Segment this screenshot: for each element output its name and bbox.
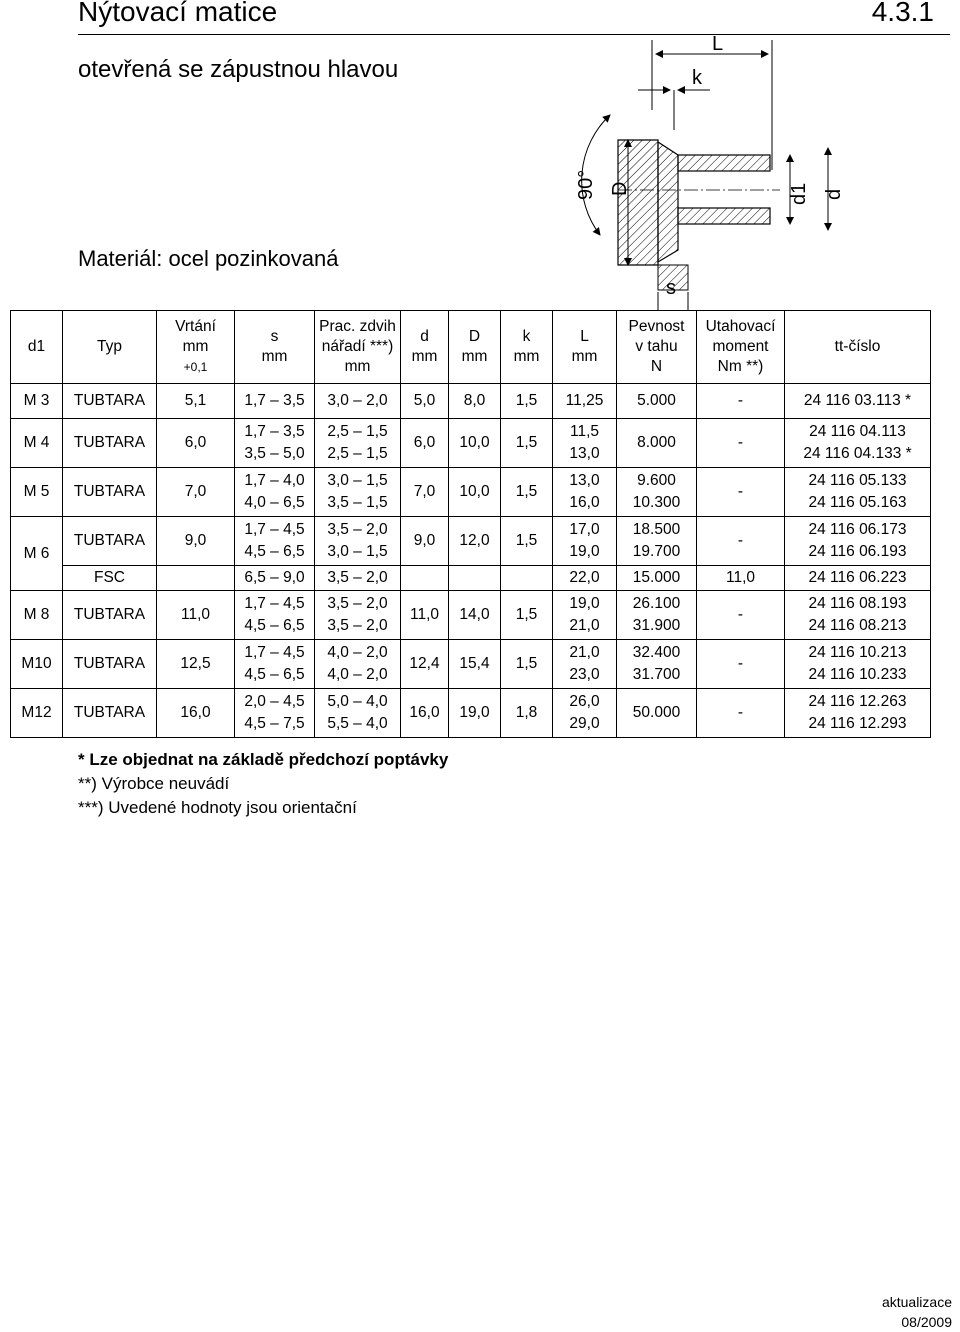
cell-vrtani: 12,5 [157,640,235,689]
cell-k: 1,5 [501,591,553,640]
cell-zdvih: 2,5 – 1,5 2,5 – 1,5 [315,419,401,468]
table-row-m8 [11,591,931,640]
angle-label: 90° [575,169,597,200]
update-date: 08/2009 [901,1314,952,1330]
cell-k: 1,8 [501,689,553,738]
cell-d1: M 6 [11,517,63,591]
cell-pevnost: 18.500 19.700 [617,517,697,566]
cell-d1: M10 [11,640,63,689]
cell-typ: TUBTARA [63,591,157,640]
cell-moment: - [697,384,785,419]
cell-D: 15,4 [449,640,501,689]
page-subtitle: otevřená se zápustnou hlavou [78,56,399,83]
cell-vrtani: 6,0 [157,419,235,468]
cell-d: 12,4 [401,640,449,689]
cell-s: 1,7 – 3,5 [235,384,315,419]
th-s: s mm [235,311,315,384]
cell-L: 22,0 [553,566,617,591]
cell-moment: - [697,517,785,566]
table-row-m3 [11,384,931,419]
th-D: D mm [449,311,501,384]
cell-pevnost: 8.000 [617,419,697,468]
cell-D: 14,0 [449,591,501,640]
cell-d1: M 8 [11,591,63,640]
cell-zdvih: 3,0 – 1,5 3,5 – 1,5 [315,468,401,517]
update-stamp [882,1292,952,1332]
cell-typ: TUBTARA [63,689,157,738]
cell-moment: - [697,591,785,640]
cell-d: 11,0 [401,591,449,640]
cell-d [401,566,449,591]
cell-pevnost: 5.000 [617,384,697,419]
cell-zdvih: 3,5 – 2,0 3,0 – 1,5 [315,517,401,566]
cell-L: 11,25 [553,384,617,419]
cell-cislo: 24 116 08.193 24 116 08.213 [785,591,931,640]
cell-cislo: 24 116 12.263 24 116 12.293 [785,689,931,738]
th-k: k mm [501,311,553,384]
cell-L: 26,0 29,0 [553,689,617,738]
cell-typ: TUBTARA [63,468,157,517]
cell-d: 5,0 [401,384,449,419]
cell-zdvih: 4,0 – 2,0 4,0 – 2,0 [315,640,401,689]
update-label: aktualizace [881,1294,952,1310]
cell-vrtani: 5,1 [157,384,235,419]
table-row-m6 [11,517,931,566]
spec-table [10,310,931,738]
th-zdvih: Prac. zdvih nářadí ***) mm [315,311,401,384]
cell-L: 17,0 19,0 [553,517,617,566]
cell-L: 19,0 21,0 [553,591,617,640]
cell-d1: M 5 [11,468,63,517]
cell-moment: - [697,640,785,689]
th-cislo: tt-číslo [785,311,931,384]
th-d1: d1 [11,311,63,384]
cell-zdvih: 5,0 – 4,0 5,5 – 4,0 [315,689,401,738]
cell-vrtani [157,566,235,591]
section-number: 4.3.1 [871,0,934,27]
cell-vrtani: 9,0 [157,517,235,566]
cell-cislo: 24 116 05.133 24 116 05.163 [785,468,931,517]
cell-s: 1,7 – 3,5 3,5 – 5,0 [235,419,315,468]
th-vrtani: Vrtání mm +0,1 [157,311,235,384]
footnote-2: **) Výrobce neuvádí [78,774,230,793]
footnote-1: * Lze objednat na základě předchozí poptávky [78,750,449,769]
table-row-m5 [11,468,931,517]
cell-s: 6,5 – 9,0 [235,566,315,591]
cell-cislo: 24 116 04.113 24 116 04.133 * [785,419,931,468]
cell-typ: TUBTARA [63,640,157,689]
cell-d1: M12 [11,689,63,738]
cell-moment: - [697,468,785,517]
footnotes [78,748,448,820]
cell-D: 10,0 [449,468,501,517]
cell-s: 1,7 – 4,5 4,5 – 6,5 [235,640,315,689]
cell-pevnost: 9.600 10.300 [617,468,697,517]
dim-d1-label: d1 [788,182,810,205]
material-label: Materiál: ocel pozinkovaná [78,246,339,271]
cell-cislo: 24 116 06.173 24 116 06.193 [785,517,931,566]
cell-zdvih: 3,5 – 2,0 3,5 – 2,0 [315,591,401,640]
cell-typ: TUBTARA [63,517,157,566]
cell-d: 9,0 [401,517,449,566]
cell-s: 1,7 – 4,5 4,5 – 6,5 [235,591,315,640]
cell-k: 1,5 [501,468,553,517]
table-row-m6-fsc [11,566,931,591]
cell-d1: M 3 [11,384,63,419]
dim-k-label: k [692,67,702,89]
cell-k: 1,5 [501,384,553,419]
cell-typ: TUBTARA [63,419,157,468]
cell-k: 1,5 [501,517,553,566]
th-d: d mm [401,311,449,384]
cell-zdvih: 3,0 – 2,0 [315,384,401,419]
cell-D: 19,0 [449,689,501,738]
cell-s: 1,7 – 4,5 4,5 – 6,5 [235,517,315,566]
header-row [11,311,931,384]
cell-d: 6,0 [401,419,449,468]
th-typ: Typ [63,311,157,384]
cell-L: 13,0 16,0 [553,468,617,517]
cell-pevnost: 26.100 31.900 [617,591,697,640]
th-moment: Utahovací moment Nm **) [697,311,785,384]
cell-cislo: 24 116 06.223 [785,566,931,591]
dim-s-label: s [666,277,676,299]
cell-moment: - [697,689,785,738]
dim-L-label: L [712,33,724,55]
dim-d-label: d [823,188,845,200]
cell-k [501,566,553,591]
cell-d: 16,0 [401,689,449,738]
cell-L: 21,0 23,0 [553,640,617,689]
rivet-nut-drawing [540,30,950,310]
cell-moment: - [697,419,785,468]
cell-d1: M 4 [11,419,63,468]
page-title: Nýtovací matice [78,0,278,27]
cell-vrtani: 7,0 [157,468,235,517]
cell-s: 2,0 – 4,5 4,5 – 7,5 [235,689,315,738]
th-pevnost: Pevnost v tahu N [617,311,697,384]
dim-D-label: D [609,181,631,196]
cell-k: 1,5 [501,640,553,689]
cell-D [449,566,501,591]
cell-D: 12,0 [449,517,501,566]
cell-s: 1,7 – 4,0 4,0 – 6,5 [235,468,315,517]
footnote-3: ***) Uvedené hodnoty jsou orientační [78,798,357,817]
cell-vrtani: 16,0 [157,689,235,738]
cell-d: 7,0 [401,468,449,517]
cell-pevnost: 15.000 [617,566,697,591]
cell-moment: 11,0 [697,566,785,591]
cell-k: 1,5 [501,419,553,468]
cell-cislo: 24 116 03.113 * [785,384,931,419]
cell-pevnost: 32.400 31.700 [617,640,697,689]
cell-cislo: 24 116 10.213 24 116 10.233 [785,640,931,689]
table-row-m12 [11,689,931,738]
cell-D: 10,0 [449,419,501,468]
table-row-m10 [11,640,931,689]
cell-typ: FSC [63,566,157,591]
cell-L: 11,5 13,0 [553,419,617,468]
cell-vrtani: 11,0 [157,591,235,640]
cell-zdvih: 3,5 – 2,0 [315,566,401,591]
cell-typ: TUBTARA [63,384,157,419]
cell-D: 8,0 [449,384,501,419]
cell-pevnost: 50.000 [617,689,697,738]
table-row-m4 [11,419,931,468]
th-L: L mm [553,311,617,384]
